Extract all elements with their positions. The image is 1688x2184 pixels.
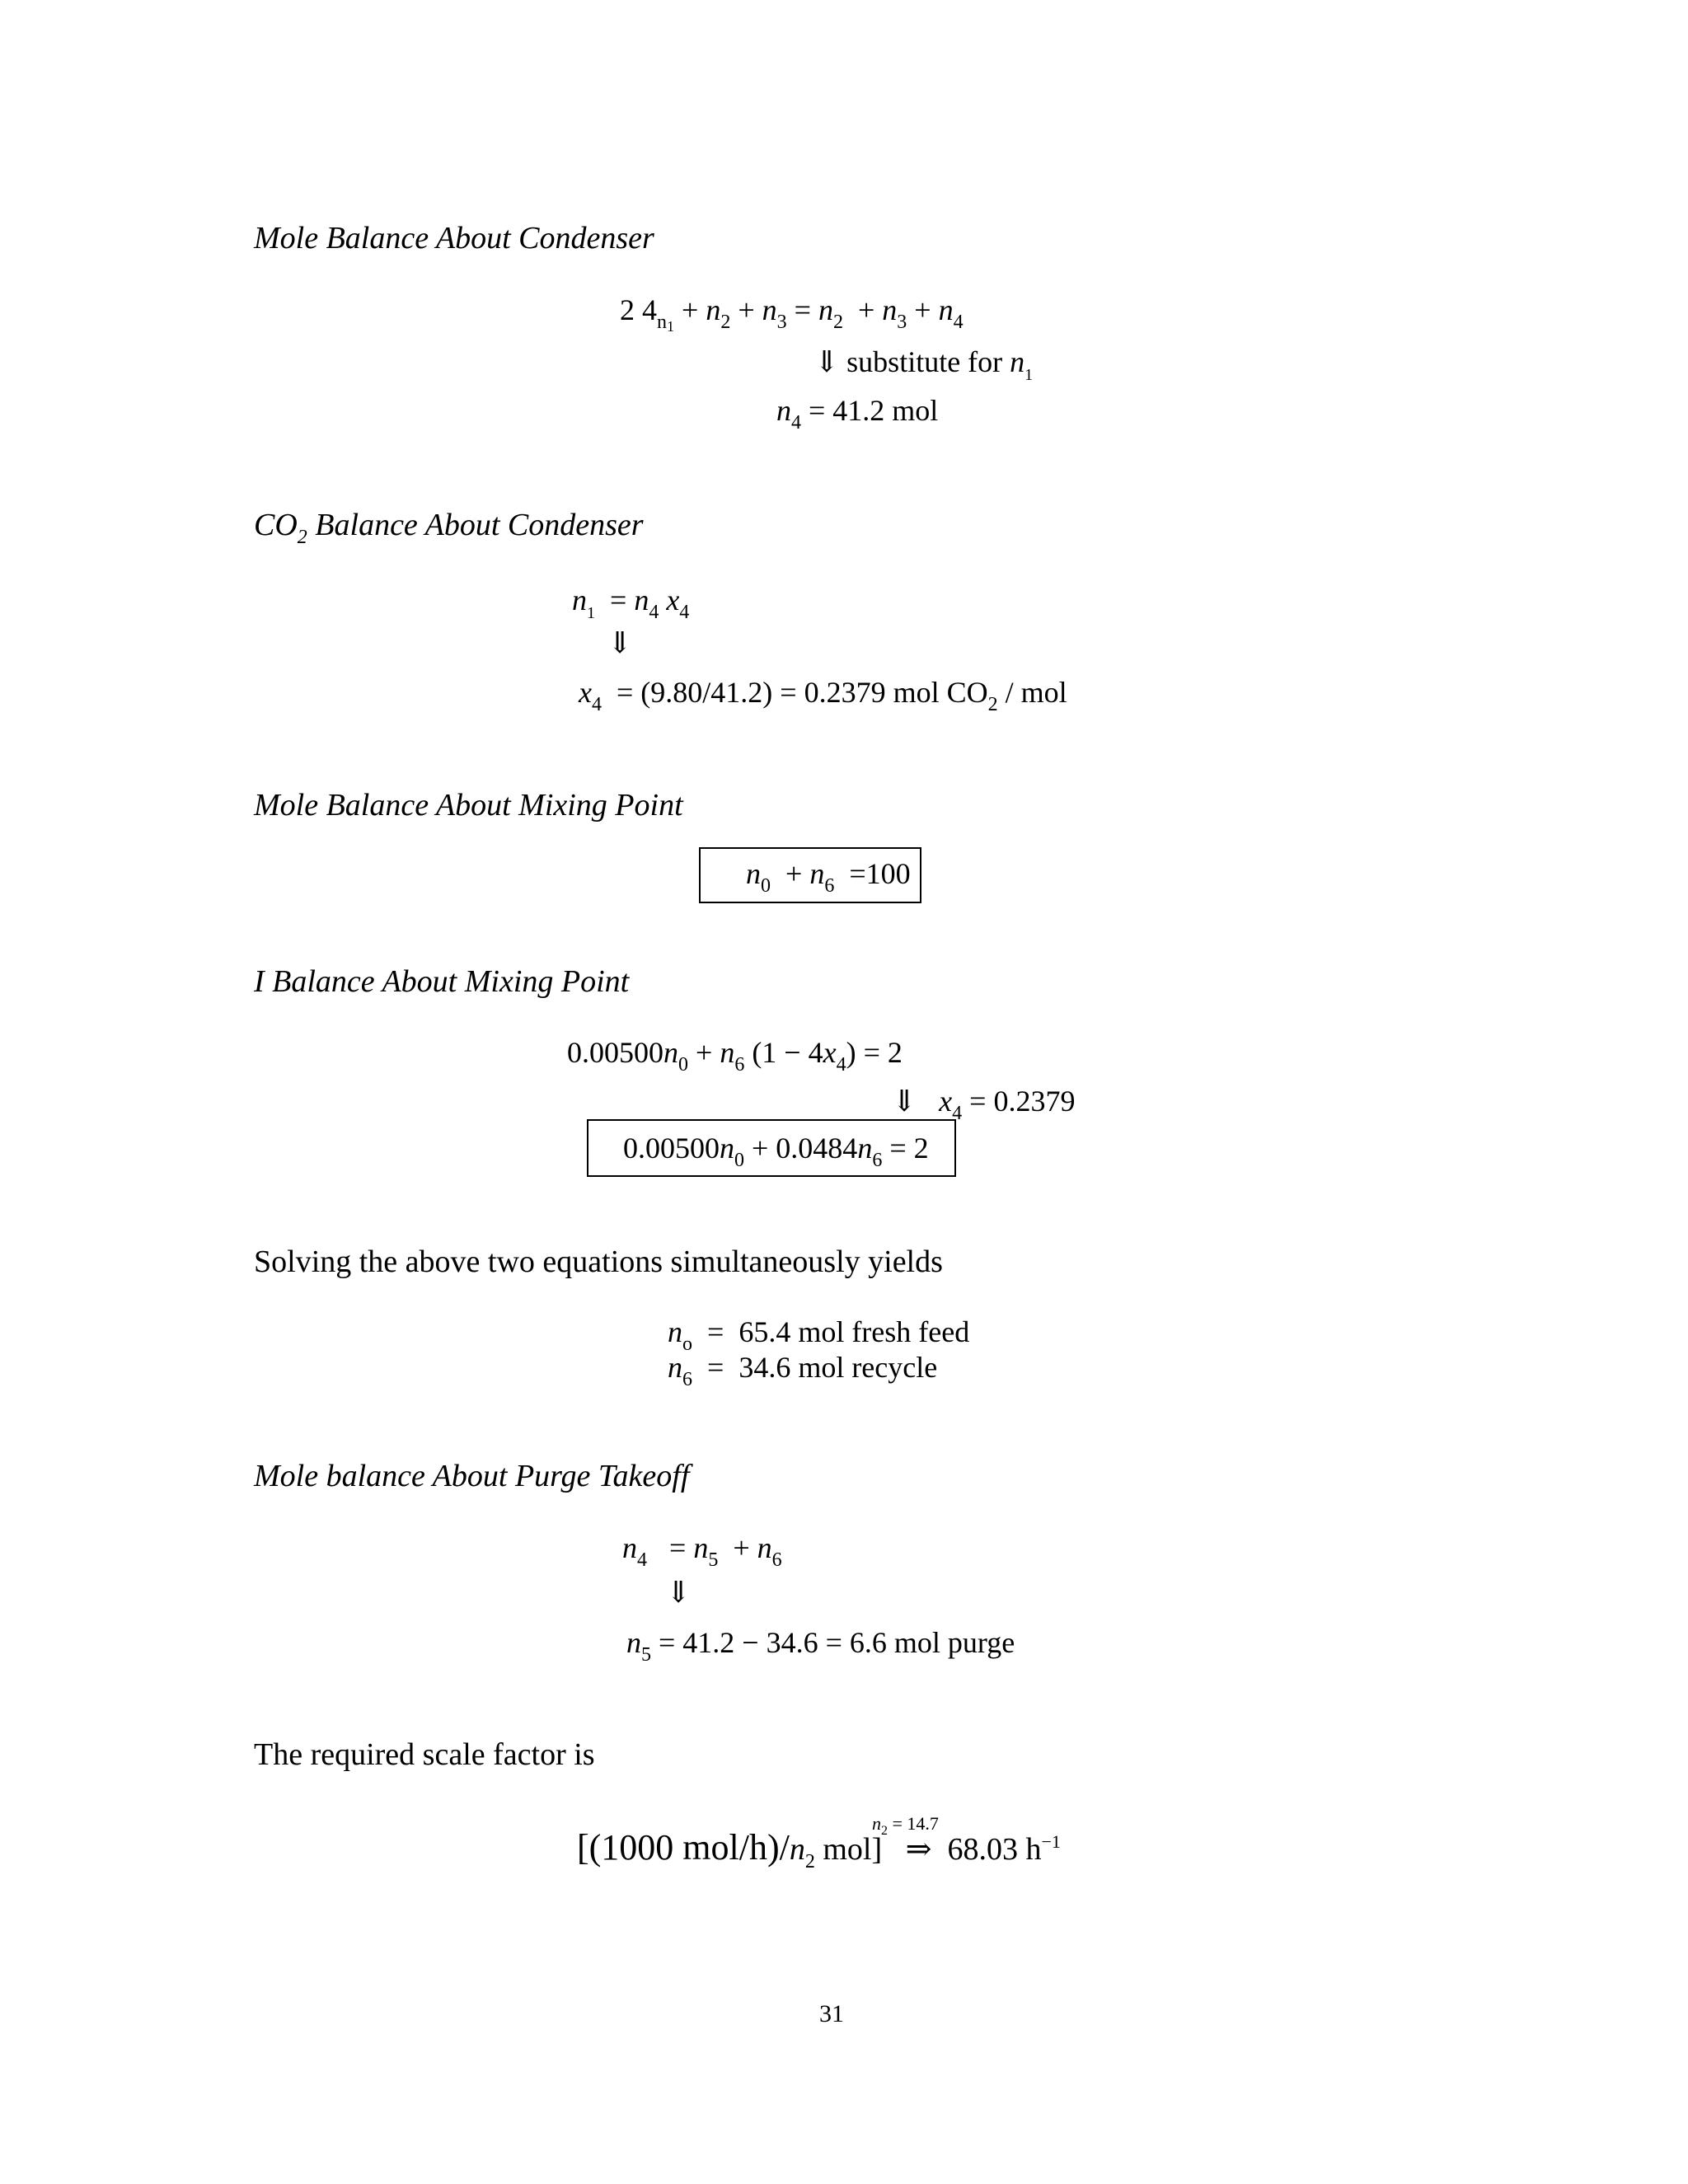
heading-condenser-mole-balance: Mole Balance About Condenser	[254, 221, 654, 255]
scale-exponent: −1	[1041, 1831, 1061, 1852]
equation-mixing-mole: $n_0 + n_6 =100$	[746, 857, 911, 897]
equation-x4-result: $x_4 = (9.80/41.2) = 0.2379$ mol $CO_2$ / mol	[579, 676, 1067, 715]
x4-substituted-value: = 0.2379	[962, 1085, 1076, 1118]
equation-condenser-mole: 2 $4_{n1} + n_2 + n_3 = n_2 + n_3 + n_4$	[620, 293, 964, 335]
substitute-text: substitute for	[839, 345, 1010, 378]
text-scale-factor: The required scale factor is	[254, 1737, 595, 1772]
down-arrow-icon: ⇓	[814, 345, 840, 378]
i-balance-paren: (1 − 4	[752, 1036, 823, 1069]
implies-arrow-icon: ⇒	[905, 1832, 932, 1867]
scale-condition: $n_2 = 14.7$	[872, 1813, 939, 1838]
x4-value: (9.80/41.2) = 0.2379 mol CO	[640, 676, 988, 709]
co2-heading-subscript: 2	[297, 527, 307, 548]
equation-purge-balance: $n_4 = n_5 + n_6$	[622, 1531, 782, 1571]
scale-result: 68.03 h	[947, 1832, 1042, 1867]
boxed-coeff-b: + 0.0484	[744, 1132, 858, 1165]
co2-heading-part1: CO	[254, 508, 298, 542]
heading-i-balance: I Balance About Mixing Point	[254, 964, 630, 999]
i-balance-rhs: ) = 2	[846, 1036, 903, 1069]
scale-lhs: [(1000 mol/h)/	[577, 1827, 790, 1868]
equation-i-balance: $0.00500n_0 + n_6$ $(1 - 4x_4) = 2$	[567, 1036, 903, 1076]
equation-i-balance-simplified: $0.00500n_0 + 0.0484n_6 = 2$	[623, 1132, 929, 1171]
scale-equation: [(1000 mol/$h)/n_2$ mol] ⇒ 68.03 $h^{-1}$	[577, 1827, 1061, 1872]
heading-purge-balance: Mole balance About Purge Takeoff	[254, 1459, 690, 1493]
result-n6: $n_6 = 34.6$ mol recycle	[668, 1351, 938, 1390]
result-n0-value: 65.4 mol fresh feed	[738, 1315, 970, 1348]
equation-n5-result: $n_5 = 41.2 - 34.6 = 6.6$ mol purge	[626, 1626, 1015, 1666]
scale-mid: mol]	[814, 1832, 883, 1867]
n4-value: = 41.2 mol	[801, 394, 939, 427]
heading-co2-balance	[254, 508, 644, 548]
heading-mixing-mole-balance: Mole Balance About Mixing Point	[254, 788, 683, 823]
x4-unit: / mol	[997, 676, 1067, 709]
boxed-rhs: = 2	[882, 1132, 929, 1165]
down-arrow-icon: ⇓	[607, 626, 633, 659]
co2-heading-part2: Balance About Condenser	[307, 508, 644, 542]
equation-n4-result: $n_4 = 41.2$ mol	[776, 394, 939, 434]
result-n6-value: 34.6 mol recycle	[738, 1351, 938, 1384]
text-solving: Solving the above two equations simultaneously yields	[254, 1244, 943, 1279]
result-n0: $n_o = 65.4$ mol fresh feed	[668, 1315, 970, 1355]
equation-substitute-line: ⇓ substitute for $n_1$	[814, 345, 1034, 384]
equation-co2-balance: $n_1 = n_4$ $x_4$	[572, 583, 690, 623]
page-number: 31	[819, 2000, 844, 2027]
down-arrow-icon: ⇓	[666, 1576, 692, 1609]
eq1-coeff: 2 4	[620, 293, 657, 326]
scale-condition-value: = 14.7	[888, 1813, 939, 1834]
equation-x4-substitution: ⇓ $x_4 = 0.2379$	[892, 1085, 1076, 1124]
down-arrow-icon: ⇓	[892, 1085, 917, 1118]
n5-value: = 41.2 − 34.6 = 6.6 mol purge	[651, 1626, 1015, 1659]
boxed-coeff-a: 0.00500	[623, 1132, 720, 1165]
mixing-rhs: =100	[849, 857, 911, 890]
i-balance-coeff: 0.00500	[567, 1036, 663, 1069]
